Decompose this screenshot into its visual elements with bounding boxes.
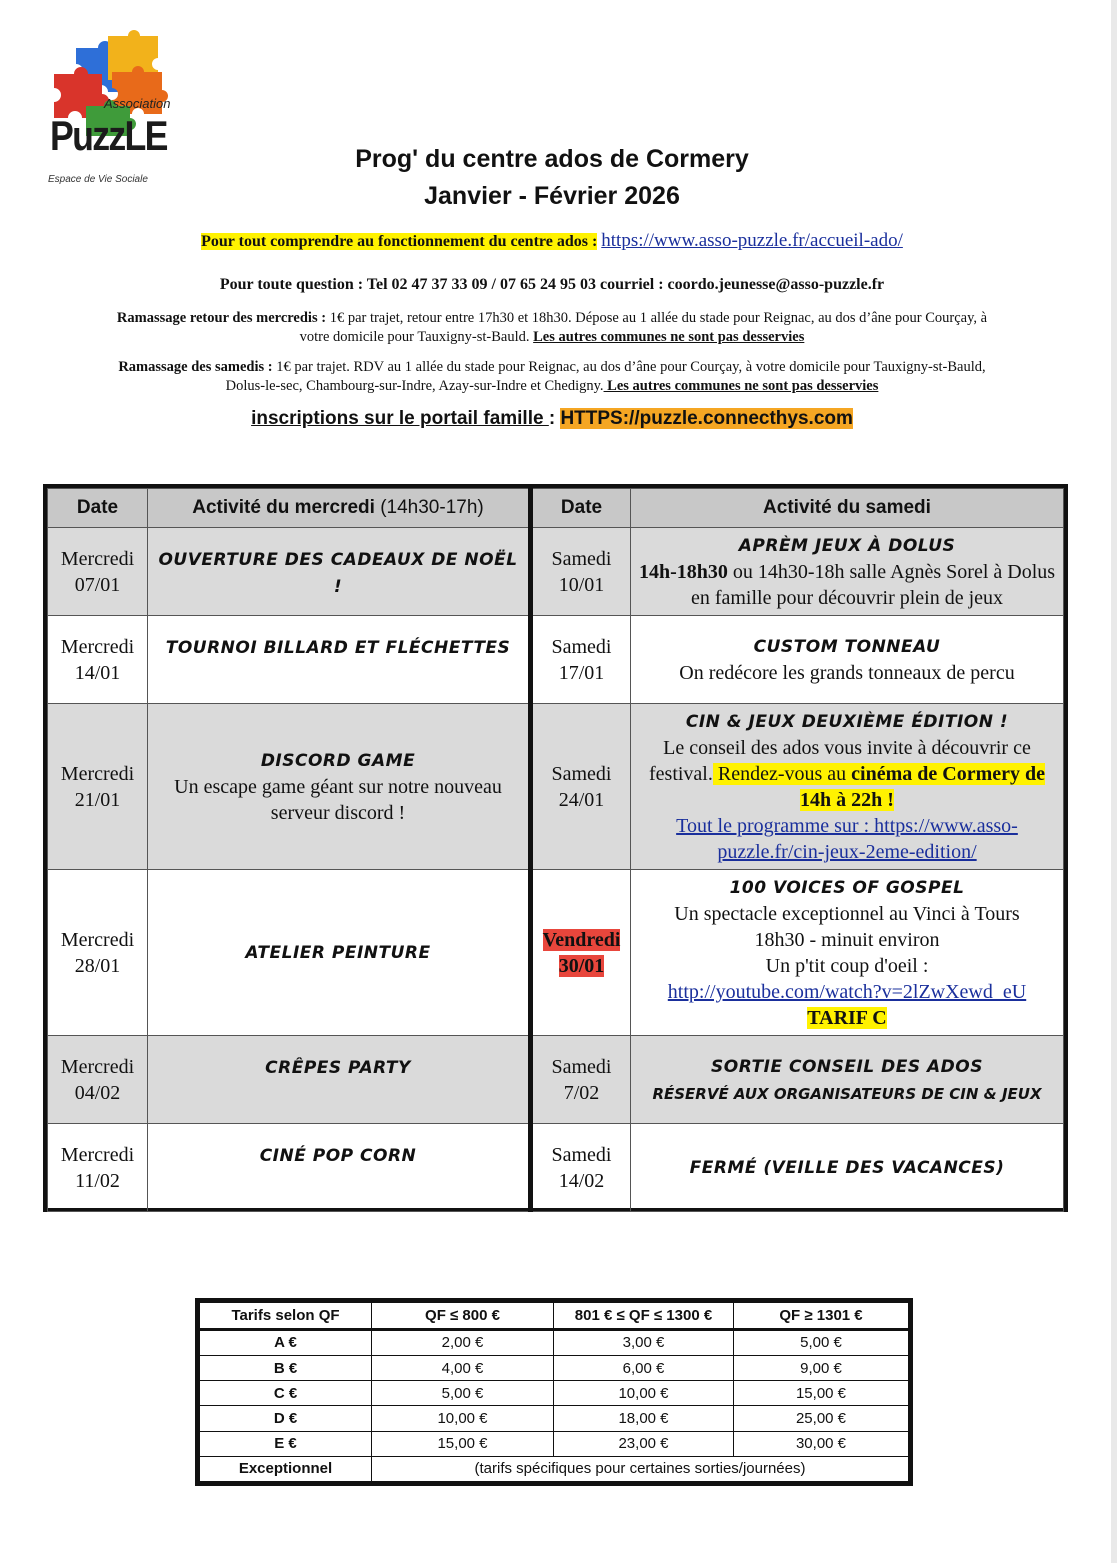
wed-activity-cell: TOURNOI BILLARD ET FLÉCHETTES (148, 616, 531, 704)
table-row (200, 1456, 909, 1481)
understand-line (0, 230, 1104, 252)
tarif-label: A € (200, 1329, 372, 1356)
sat-date-cell: Samedi 14/02 (531, 1124, 631, 1212)
inscription-label: inscriptions sur le portail famille (251, 408, 549, 429)
sat-pickup-text: 1€ par trajet. RDV au 1 allée du stade pour Reignac, au dos d’âne pour Courçay, à votre domicile pour Tauxigny-st-Bauld, Dolus-le-sec, Chambourg-sur-Indre, Azay-sur-Indre et Chedigny. (225, 359, 986, 394)
header-sat-activity: Activité du samedi (631, 489, 1064, 528)
wed-date-cell: Mercredi 14/01 (48, 616, 148, 704)
tarif-cell: 15,00 € (734, 1381, 909, 1406)
wed-date-cell: Mercredi 21/01 (48, 704, 148, 870)
sat-pickup-note: Les autres communes ne sont pas desservies (603, 378, 879, 394)
inscription-line (0, 408, 1104, 430)
tarif-header: Tarifs selon QF (200, 1303, 372, 1330)
page-edge (1111, 0, 1117, 1563)
sat-date-cell: Samedi 7/02 (531, 1036, 631, 1124)
table-row (200, 1431, 909, 1456)
tarif-cell: 10,00 € (554, 1381, 734, 1406)
table-row (48, 528, 1064, 616)
sat-date-cell: Samedi 10/01 (531, 528, 631, 616)
header-date-wed: Date (48, 489, 148, 528)
wed-activity-cell: OUVERTURE DES CADEAUX DE NOËL ! (148, 528, 531, 616)
table-row (200, 1406, 909, 1431)
page-subtitle: Janvier - Février 2026 (424, 182, 680, 210)
page-title: Prog' du centre ados de Cormery (355, 145, 749, 173)
sat-activity-cell: 100 VOICES OF GOSPEL Un spectacle exceptionnel au Vinci à Tours 18h30 - minuit environ Un p'tit coup d'oeil : http://youtube.com/watch?v=2lZwXewd_eU TARIF C (631, 870, 1064, 1036)
tarif-label: D € (200, 1406, 372, 1431)
sat-date-cell: Samedi 24/01 (531, 704, 631, 870)
tarif-label: B € (200, 1356, 372, 1381)
header-date-sat: Date (531, 489, 631, 528)
tarif-cell: 18,00 € (554, 1406, 734, 1431)
logo-name-text: PuzzLE (50, 112, 167, 159)
tarif-header: QF ≤ 800 € (372, 1303, 554, 1330)
sat-activity-cell: CIN & JEUX DEUXIÈME ÉDITION ! Le conseil des ados vous invite à découvrir ce festival. Rendez-vous au cinéma de Cormery de 14h à 22h ! Tout le programme sur : https://www.asso-puzzle.fr/cin-jeux-2eme-edition/ (631, 704, 1064, 870)
tarif-cell: 10,00 € (372, 1406, 554, 1431)
tarif-cell: 5,00 € (734, 1329, 909, 1356)
table-row (200, 1356, 909, 1381)
wed-activity-cell: CINÉ POP CORN (148, 1124, 531, 1212)
tarif-cell: 30,00 € (734, 1431, 909, 1456)
sat-pickup-paragraph (100, 358, 1004, 396)
wed-date-cell: Mercredi 04/02 (48, 1036, 148, 1124)
tarif-cell: 25,00 € (734, 1406, 909, 1431)
tarif-cell: 15,00 € (372, 1431, 554, 1456)
tarif-cell: 9,00 € (734, 1356, 909, 1381)
sat-date-cell: Vendredi 30/01 (531, 870, 631, 1036)
wed-date-cell: Mercredi 07/01 (48, 528, 148, 616)
sat-activity-cell: CUSTOM TONNEAU On redécore les grands tonneaux de percu (631, 616, 1064, 704)
wed-date-cell: Mercredi 11/02 (48, 1124, 148, 1212)
wed-pickup-text: 1€ par trajet, retour entre 17h30 et 18h30. Dépose au 1 allée du stade pour Reignac, au dos d’âne pour Courçay, à votre domicile pour Tauxigny-st-Bauld. (299, 310, 988, 345)
sat-date-cell: Samedi 17/01 (531, 616, 631, 704)
tarif-exceptional-cell: (tarifs spécifiques pour certaines sorties/journées) (372, 1456, 909, 1481)
table-row (48, 870, 1064, 1036)
inscription-sep: : (548, 408, 561, 429)
wed-activity-cell: CRÊPES PARTY (148, 1036, 531, 1124)
tarif-header: 801 € ≤ QF ≤ 1300 € (554, 1303, 734, 1330)
table-row (48, 1036, 1064, 1124)
tarif-cell: 3,00 € (554, 1329, 734, 1356)
logo-association-text: Association (104, 96, 171, 111)
tarif-label: Exceptionnel (200, 1456, 372, 1481)
tarif-label: C € (200, 1381, 372, 1406)
tarif-label: E € (200, 1431, 372, 1456)
sat-activity-cell: FERMÉ (VEILLE DES VACANCES) (631, 1124, 1064, 1212)
wed-pickup-paragraph (110, 309, 994, 347)
tarif-cell: 23,00 € (554, 1431, 734, 1456)
cin-jeux-link[interactable]: Tout le programme sur : https://www.asso-puzzle.fr/cin-jeux-2eme-edition/ (676, 815, 1018, 863)
table-row (48, 704, 1064, 870)
wed-date-cell: Mercredi 28/01 (48, 870, 148, 1036)
tarif-cell: 5,00 € (372, 1381, 554, 1406)
wed-pickup-note: Les autres communes ne sont pas desservies (533, 329, 805, 345)
tarif-cell: 4,00 € (372, 1356, 554, 1381)
table-row (200, 1381, 909, 1406)
header-wed-activity: Activité du mercredi (14h30-17h) (148, 489, 531, 528)
program-table (43, 484, 1068, 1212)
table-row (48, 1124, 1064, 1212)
table-row (200, 1329, 909, 1356)
logo-subtitle-text: Espace de Vie Sociale (48, 174, 148, 185)
contact-line: Pour toute question : Tel 02 47 37 33 09 / 07 65 24 95 03 courriel : coordo.jeunesse@asso-puzzle.fr (219, 276, 885, 293)
wed-pickup-label: Ramassage retour des mercredis : (116, 310, 327, 326)
table-row (48, 616, 1064, 704)
understand-label: Pour tout comprendre au fonctionnement du centre ados : (201, 233, 598, 250)
tarif-header: QF ≥ 1301 € (734, 1303, 909, 1330)
wed-activity-cell: DISCORD GAME Un escape game géant sur notre nouveau serveur discord ! (148, 704, 531, 870)
tarif-table (195, 1298, 913, 1486)
sat-activity-cell: APRÈM JEUX À DOLUS 14h-18h30 ou 14h30-18h salle Agnès Sorel à Dolus en famille pour découvrir plein de jeux (631, 528, 1064, 616)
wed-activity-cell: ATELIER PEINTURE (148, 870, 531, 1036)
tarif-cell: 2,00 € (372, 1329, 554, 1356)
sat-activity-cell: SORTIE CONSEIL DES ADOS RÉSERVÉ AUX ORGANISATEURS DE CIN & JEUX (631, 1036, 1064, 1124)
sat-pickup-label: Ramassage des samedis : (118, 359, 273, 375)
understand-link[interactable]: https://www.asso-puzzle.fr/accueil-ado/ (601, 230, 903, 251)
inscription-link[interactable]: HTTPS://puzzle.connecthys.com (560, 408, 853, 429)
youtube-link[interactable]: http://youtube.com/watch?v=2lZwXewd_eU (667, 981, 1027, 1003)
tarif-cell: 6,00 € (554, 1356, 734, 1381)
